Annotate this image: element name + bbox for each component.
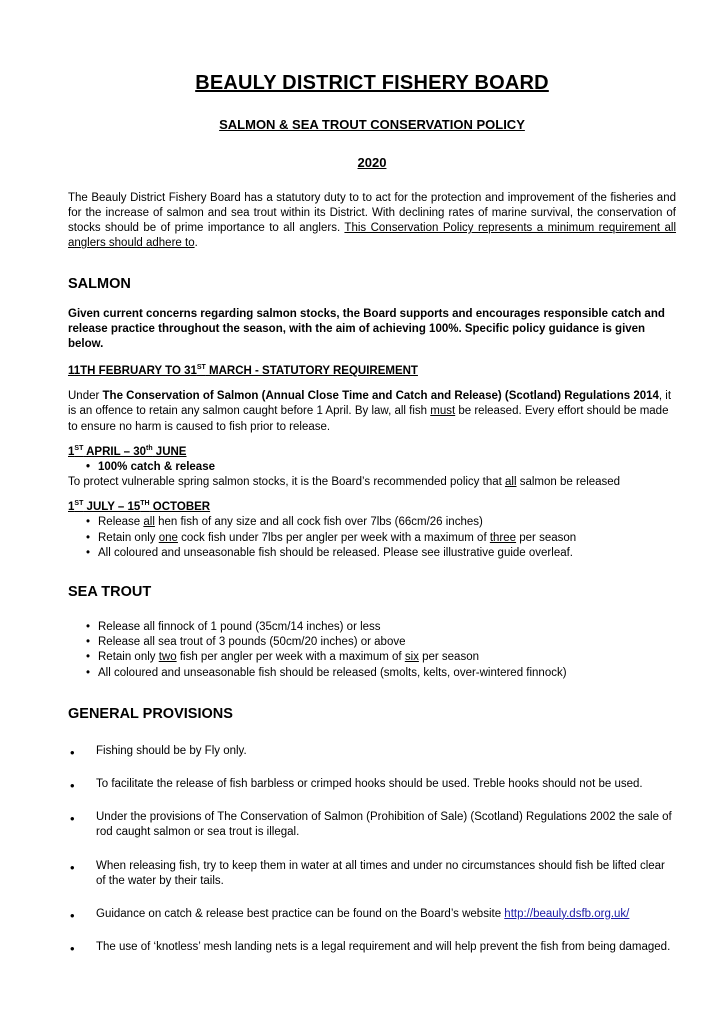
list-item: • The use of ‘knotless’ mesh landing nets is a legal requirement and will help prevent the fish from being damaged. bbox=[68, 940, 676, 955]
general-provisions-list bbox=[68, 744, 676, 955]
list-item: • All coloured and unseasonable fish should be released (smolts, kelts, over-wintered finnock) bbox=[68, 666, 676, 681]
board-website-link[interactable]: http://beauly.dsfb.org.uk/ bbox=[504, 907, 630, 920]
list-item: • When releasing fish, try to keep them in water at all times and under no circumstances should fish be lifted clear of the water by their tails. bbox=[68, 859, 676, 889]
list-item: • Release all sea trout of 3 pounds (50cm/20 inches) or above bbox=[68, 635, 676, 650]
intro-end: . bbox=[194, 237, 198, 250]
intro-text: The Beauly District Fishery Board has a statutory duty to to act for the protection and improvement of the fisheries and for the increase of salmon and sea trout within its District. With declining rates of marine survival, the conservation of stocks should be of prime importance to all anglers. bbox=[68, 191, 676, 235]
intro-paragraph bbox=[68, 191, 676, 252]
document-year: 2020 bbox=[357, 154, 387, 170]
salmon-heading: SALMON bbox=[68, 276, 131, 293]
list-item: • Fishing should be by Fly only. bbox=[68, 744, 676, 759]
list-item: • Release all hen fish of any size and all cock fish over 7lbs (66cm/26 inches) bbox=[68, 515, 676, 530]
list-item: • Under the provisions of The Conservation of Salmon (Prohibition of Sale) (Scotland) Regulations 2002 the sale of rod caught salmon or sea trout is illegal. bbox=[68, 810, 676, 840]
period-summer-heading: 1ST JULY – 15TH OCTOBER bbox=[68, 500, 211, 514]
period-spring-list bbox=[68, 460, 676, 475]
seatrout-heading: SEA TROUT bbox=[68, 583, 152, 600]
period-statutory-heading: 11TH FEBRUARY TO 31ST MARCH - STATUTORY REQUIREMENT bbox=[68, 364, 418, 378]
list-item: • Release all finnock of 1 pound (35cm/14 inches) or less bbox=[68, 620, 676, 635]
seatrout-list bbox=[68, 620, 676, 681]
intro-underlined-text: This Conservation Policy represents a minimum requirement all anglers should adhere to bbox=[68, 222, 677, 250]
period-spring-heading: 1ST APRIL – 30th JUNE bbox=[68, 444, 187, 458]
list-item: • Retain only one cock fish under 7lbs per angler per week with a maximum of three per season bbox=[68, 531, 676, 546]
salmon-lead-paragraph: Given current concerns regarding salmon stocks, the Board supports and encourages responsible catch and release practice throughout the season, with the aim of achieving 100%. Specific policy guidance is given below. bbox=[68, 307, 665, 350]
general-provisions-heading: GENERAL PROVISIONS bbox=[68, 705, 233, 722]
period-summer-list bbox=[68, 515, 676, 561]
document-subtitle: SALMON & SEA TROUT CONSERVATION POLICY bbox=[219, 117, 525, 133]
list-item: • 100% catch & release bbox=[68, 460, 676, 475]
list-item: • Guidance on catch & release best practice can be found on the Board’s website http://beauly.dsfb.org.uk/ bbox=[68, 907, 676, 922]
period-spring-text: To protect vulnerable spring salmon stocks, it is the Board’s recommended policy that all salmon be released bbox=[68, 476, 621, 489]
list-item: • Retain only two fish per angler per week with a maximum of six per season bbox=[68, 650, 676, 665]
list-item: • All coloured and unseasonable fish should be released. Please see illustrative guide overleaf. bbox=[68, 546, 676, 561]
list-item: • To facilitate the release of fish barbless or crimped hooks should be used. Treble hooks should not be used. bbox=[68, 777, 676, 792]
document-page bbox=[68, 62, 676, 973]
document-title: BEAULY DISTRICT FISHERY BOARD bbox=[195, 72, 549, 94]
period-statutory-text: Under The Conservation of Salmon (Annual Close Time and Catch and Release) (Scotland) Regulations 2014, it is an offence to retain any salmon caught before 1 April. By law, all fish must be released. Every effort should be made to ensure no harm is caused to fish prior to release. bbox=[68, 390, 672, 433]
